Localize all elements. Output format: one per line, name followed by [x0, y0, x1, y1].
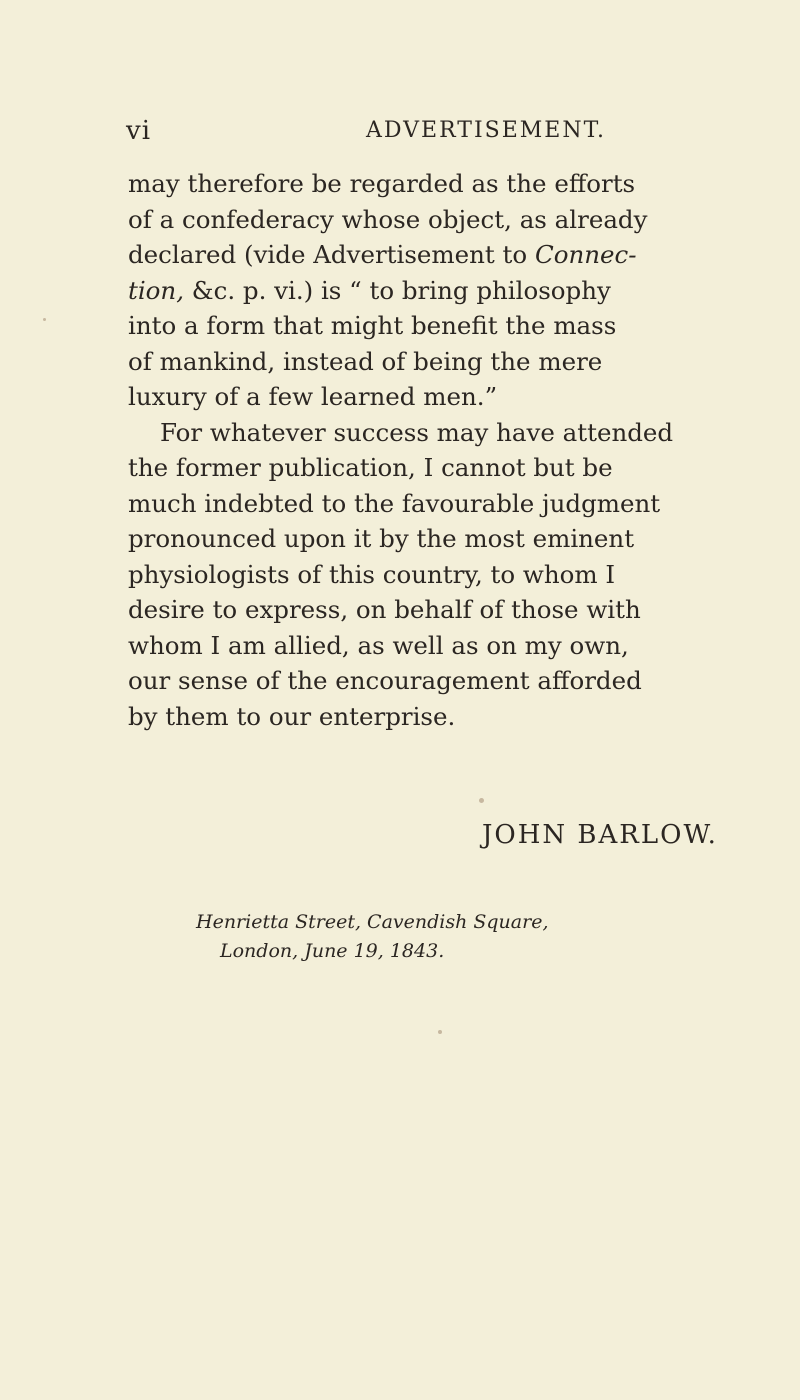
paragraph-2-line-4: pronounced upon it by the most eminent [128, 524, 635, 553]
paragraph-1-line-3-roman: declared (vide Advertisement to [128, 240, 535, 269]
body-text [128, 166, 788, 734]
address-line-1: Henrietta Street, Cavendish Square, [196, 911, 549, 933]
paragraph-2-line-3: much indebted to the favourable judgment [128, 488, 661, 518]
dateline-address [196, 908, 548, 966]
paragraph-1-line-4 [128, 273, 788, 309]
paragraph-2-line-7: whom I am allied, as well as on my own, [128, 630, 629, 660]
address-line-2: London, June 19, 1843. [220, 940, 445, 962]
paragraph-2-line-5: physiologists of this country, to whom I [128, 559, 616, 589]
paragraph-2-line-1: For whatever success may have attended [160, 417, 674, 447]
paragraph-1-line-1: may therefore be regarded as the efforts [128, 169, 636, 198]
paragraph-2-line-8: our sense of the encouragement afforded [128, 666, 642, 695]
paper-speck [438, 1030, 442, 1034]
paragraph-2-line-6: desire to express, on behalf of those with [128, 595, 641, 624]
paragraph-2-line-9: by them to our enterprise. [128, 701, 456, 731]
paragraph-1-line-7: luxury of a few learned men.” [128, 382, 498, 411]
paragraph-1-line-3-italic: Connec- [534, 240, 637, 269]
author-signature: JOHN BARLOW. [482, 820, 718, 850]
paragraph-1-line-2: of a confederacy whose object, as already [128, 204, 648, 234]
paragraph-1-line-3 [128, 237, 788, 273]
paragraph-1-line-4-italic: tion, [128, 275, 184, 305]
page-number: vi [126, 116, 152, 146]
paragraph-2-line-2: the former publication, I cannot but be [128, 453, 613, 482]
paragraph-1-line-6: of mankind, instead of being the mere [128, 346, 603, 376]
paper-speck [479, 798, 484, 803]
page-header [126, 116, 686, 152]
paper-speck [43, 318, 46, 321]
running-head: ADVERTISEMENT. [366, 118, 607, 143]
paragraph-1-line-5: into a form that might benefit the mass [128, 311, 617, 340]
paragraph-1-line-4-roman: &c. p. vi.) is “ to bring philosophy [184, 275, 611, 305]
